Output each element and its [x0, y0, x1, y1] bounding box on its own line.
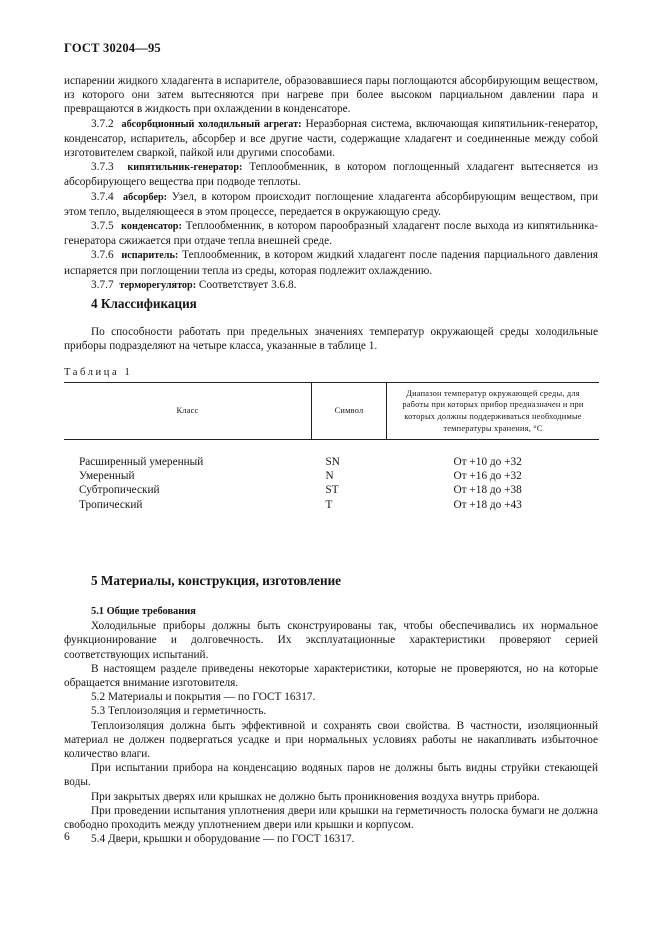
paragraph: Теплоизоляция должна быть эффективной и сохранять свои свойства. В частности, изоляционный материал не должен подвергаться усадке и при нормальных условиях работы не накапливать избыточное количество влаги.	[64, 719, 598, 761]
table-cell: SN	[325, 456, 340, 468]
section-5-heading: 5 Материалы, конструкция, изготовление	[91, 573, 342, 588]
table-cell: От +16 до +32	[453, 470, 522, 483]
classification-table	[64, 382, 599, 538]
section-4-text: По способности работать при предельных значениях температур окружающей среды холодильные приборы подразделяют на четыре класса, указанные в таблице 1.	[64, 326, 598, 353]
paragraph: При закрытых дверях или крышках не должно быть проникновения воздуха внутрь прибора.	[91, 790, 540, 803]
definition-3-7-3: 3.7.3 кипятильник-генератор: Теплообменник, в котором поглощенный хладагент вытесняется из абсорбирующего вещества при подводе теплоты.	[64, 161, 598, 189]
table-cell: T	[325, 498, 333, 511]
paragraph: Холодильные приборы должны быть сконструированы так, чтобы обеспечивались их нормальное функционирование и долговечность. Их эксплуатационные характеристики проверяют серией соответствующих испытаний.	[64, 620, 598, 661]
definition-3-7-2: 3.7.2 абсорбционный холодильный агрегат: Неразборная система, включающая кипятильник-генератор, конденсатор, испаритель, абсорбер и все другие части, содержащие хладагент и соединенные между собой изготовителем сваркой, пайкой или другими способами.	[64, 117, 599, 160]
page-number: 6	[64, 831, 70, 843]
term: испаритель:	[121, 250, 179, 262]
definition-3-7-5: 3.7.5 конденсатор: Теплообменник, в котором парообразный хладагент после выхода из кипятильника-генератора сжижается при отдаче тепла внешней среде.	[64, 220, 599, 248]
term: кипятильник-генератор:	[127, 162, 243, 174]
definition-3-7-6: 3.7.6 испаритель: Теплообменник, в котором жидкий хладагент после падения парциального давления испаряется при поглощении тепла из среды, которая подлежит охлаждению.	[64, 249, 598, 277]
table-cell: Тропический	[79, 498, 143, 511]
column-header-class: Класс	[64, 383, 312, 440]
table-cell: Умеренный	[79, 470, 135, 483]
table-cell: Субтропический	[79, 484, 160, 497]
definitions-block	[64, 74, 598, 293]
table-header-row	[64, 383, 599, 440]
class-cells	[64, 440, 312, 538]
paragraph: При испытании прибора на конденсацию водяных паров не должны быть видны струйки стекающей воды.	[64, 762, 598, 789]
column-header-symbol: Символ	[312, 383, 387, 440]
term: терморегулятор:	[119, 279, 197, 291]
document-header: ГОСТ 30204—95	[64, 41, 161, 55]
paragraph: В настоящем разделе приведены некоторые характеристики, которые не проверяются, но на которые обращается внимание изготовителя.	[64, 662, 598, 690]
term: конденсатор:	[121, 221, 182, 233]
section-4-heading: 4 Классификация	[91, 296, 197, 311]
table-cell: От +18 до +38	[453, 484, 522, 497]
term: абсорбционный холодильный агрегат:	[121, 118, 302, 130]
table-cell: N	[325, 470, 334, 483]
intro-paragraph: испарении жидкого хладагента в испарителе, образовавшиеся пары поглощаются абсорбирующим веществом, из которого они затем вытесняются при нагреве при более высоком парциальном давлении пара и превращаются в жидкость при охлаждении в конденсаторе.	[64, 75, 598, 116]
paragraph: При проведении испытания уплотнения двери или крышки на герметичность полоска бумаги не должна свободно проходить между уплотнением двери или крышки и корпусом.	[64, 804, 598, 832]
paragraph: 5.2 Материалы и покрытия — по ГОСТ 16317.	[91, 691, 316, 704]
section-5-body	[64, 605, 598, 846]
table-cell: ST	[325, 484, 339, 497]
paragraph: 5.3 Теплоизоляция и герметичность.	[91, 705, 267, 718]
table-cell: Расширенный умеренный	[79, 456, 204, 468]
table-cell: От +18 до +43	[453, 498, 522, 511]
definition-3-7-4: 3.7.4 абсорбер: Узел, в котором происходит поглощение хладагента абсорбирующим веществом, при этом тепло, выделяющееся в этом процессе, передается в окружающую среду.	[64, 190, 598, 218]
symbol-cells	[312, 440, 387, 538]
term: абсорбер:	[123, 191, 168, 203]
definition-3-7-7: 3.7.7 терморегулятор: Соответствует 3.6.8.	[91, 278, 297, 291]
column-header-range: Диапазон температур окружающей среды, для работы при которых прибор предназначен и при которых должны поддерживаться необходимые температуры хранения, °С	[387, 383, 600, 440]
table-cell: От +10 до +32	[453, 456, 522, 468]
table-caption: Таблица 1	[64, 367, 133, 378]
subsection-5-1-heading: 5.1 Общие требования	[91, 606, 196, 617]
paragraph: 5.4 Двери, крышки и оборудование — по ГОСТ 16317.	[91, 833, 355, 846]
table-body-row	[64, 440, 599, 538]
range-cells	[387, 440, 600, 538]
